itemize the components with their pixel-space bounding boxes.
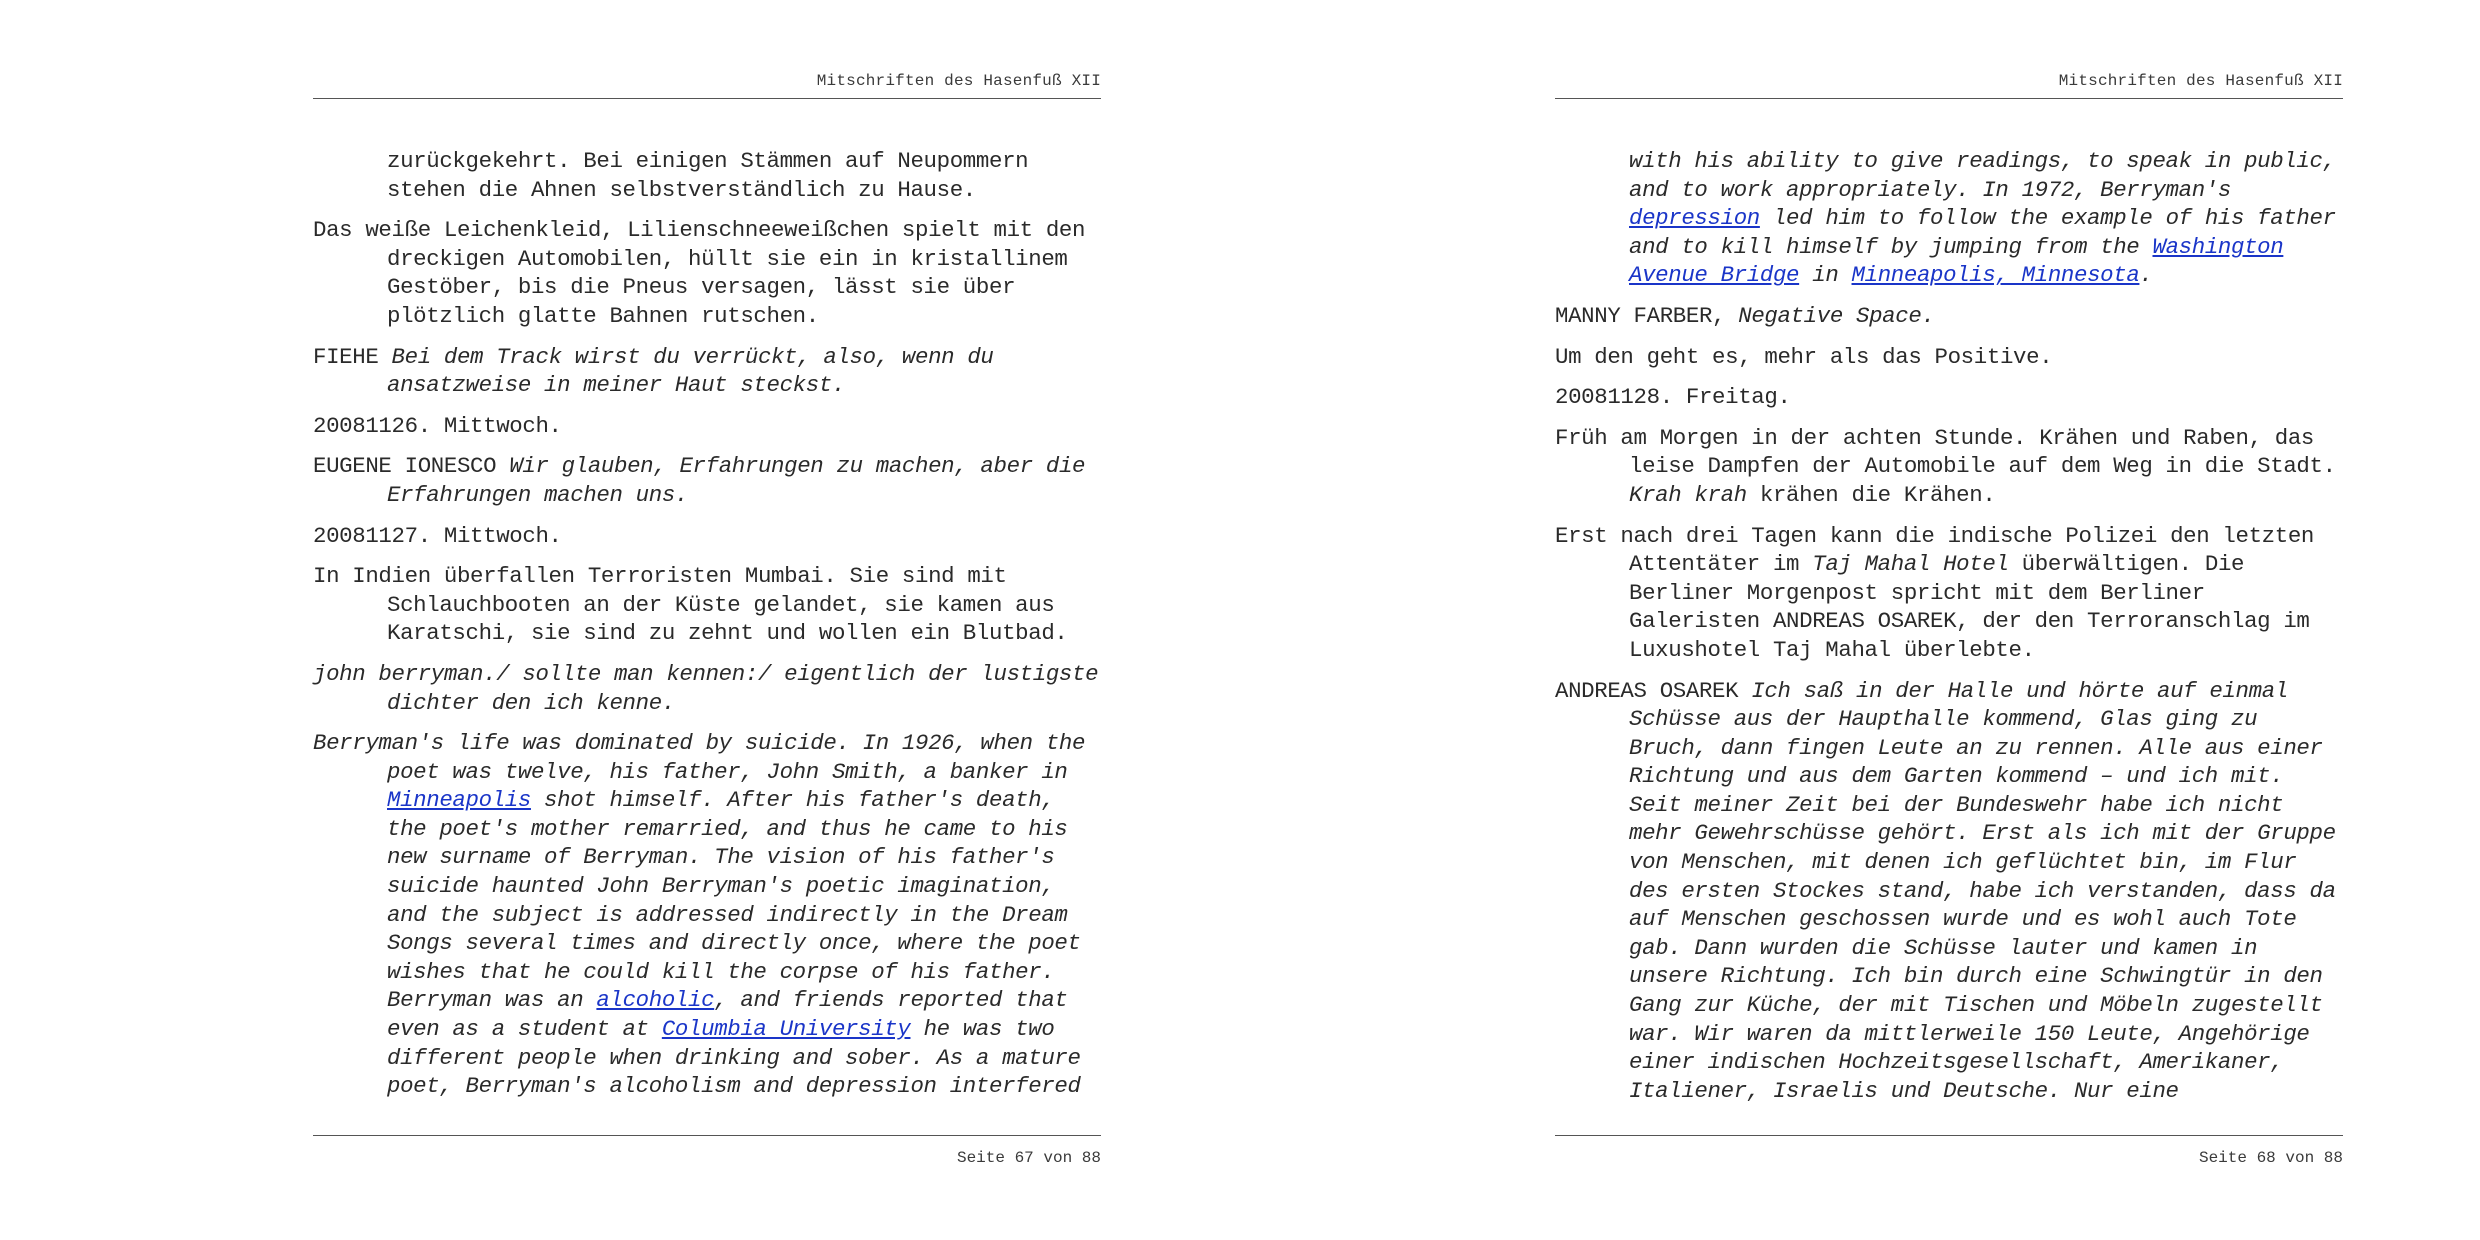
quote-paragraph (1555, 302, 2343, 331)
quote-paragraph (1555, 677, 2343, 1106)
text-run: . (2139, 262, 2153, 289)
quote-paragraph (313, 452, 1101, 509)
page-left (313, 0, 1101, 1240)
speaker-name: MANNY FARBER, (1555, 302, 1726, 329)
quote-text: Ich saß in der Halle und hörte auf einmal Schüsse aus der Haupthalle kommend, Glas ging zu Bruch, dann fingen Leute an zu rennen. Alle aus einer Richtung und aus dem Garten kommend – und ich mit. Seit meiner Zeit bei der Bundeswehr habe ich nicht mehr Gewehrschüsse gehört. Erst als ich mit der Gruppe von Menschen, mit denen ich geflüchtet bin, im Flur des ersten Stockes stand, habe ich verstanden, dass da auf Menschen geschossen wurde und es wohl auch Tote gab. Dann wurden die Schüsse lauter und kamen in unsere Richtung. Ich bin durch eine Schwingtür in den Gang zur Küche, der mit Tischen und Möbeln zugestellt war. Wir waren da mittlerweile 150 Leute, Angehörige einer indischen Hochzeitsgesellschaft, Amerikaner, Italiener, Israelis und Deutsche. Nur eine (1629, 677, 2336, 1104)
quote-text: Wir glauben, Erfahrungen zu machen, aber die Erfahrungen machen uns. (387, 453, 1086, 508)
paragraph: Das weiße Leichenkleid, Lilienschneeweißchen spielt mit den dreckigen Automobilen, hüllt sie ein in kristallinem Gestöber, bis die Pneus versagen, lässt sie über plötzlich glatte Bahnen rutschen. (313, 217, 1086, 329)
link-minneapolis[interactable]: Minneapolis (387, 787, 531, 814)
footer-rule (1555, 1135, 2343, 1136)
link-alcoholic[interactable]: alcoholic (596, 987, 715, 1014)
text-run: Erst nach drei Tagen kann die indische Polizei den letzten Attentäter im (1555, 522, 2315, 578)
running-header: Mitschriften des Hasenfuß XII (2058, 72, 2343, 90)
page-body (1555, 147, 2343, 1117)
header-rule (1555, 98, 2343, 99)
poem-fragment: john berryman./ sollte man kennen:/ eigentlich der lustigste dichter den ich kenne. (313, 660, 1099, 716)
text-run: , and friends reported that even as a student at (387, 987, 1068, 1043)
date-entry: 20081128. Freitag. (1555, 384, 1791, 411)
link-depression[interactable]: depression (1629, 205, 1760, 232)
quote-text: Bei dem Track wirst du verrückt, also, wenn du ansatzweise in meiner Haut steckst. (387, 343, 994, 399)
text-run: in (1812, 262, 1839, 289)
paragraph: Um den geht es, mehr als das Positive. (1555, 343, 2053, 370)
text-run: he was two different people when drinking and sober. As a mature poet, Berryman's alcoholism and depression interfered (387, 1016, 1081, 1100)
text-run: Früh am Morgen in der achten Stunde. Krähen und Raben, das leise Dampfen der Automobile auf dem Weg in die Stadt. (1555, 424, 2336, 480)
text-run-italic: Krah krah (1629, 481, 1747, 508)
text-run: led him to follow the example of his father and to kill himself by jumping from the (1629, 205, 2336, 260)
page-number: Seite 68 von 88 (2198, 1149, 2343, 1167)
date-entry: 20081126. Mittwoch. (313, 412, 562, 439)
quoted-biography (313, 729, 1101, 1101)
quote-paragraph (313, 343, 1101, 400)
paragraph: In Indien überfallen Terroristen Mumbai. Sie sind mit Schlauchbooten an der Küste gelandet, sie kamen aus Karatschi, sie sind zu zehnt und wollen ein Blutbad. (313, 563, 1068, 647)
text-run: überwältigen. Die Berliner Morgenpost spricht mit dem Berliner Galeristen ANDREAS OSAREK, der den Terroranschlag im Luxushotel Taj Mahal überlebte. (1629, 551, 2310, 663)
page-body (313, 147, 1101, 1113)
paragraph (1555, 424, 2343, 510)
text-run: krähen die Krähen. (1759, 481, 1996, 508)
text-run: with his ability to give readings, to speak in public, and to work appropriately. In 1972, Berryman's (1629, 148, 2336, 203)
paragraph (1555, 522, 2343, 665)
text-run-italic: Taj Mahal Hotel (1812, 551, 2009, 578)
running-header: Mitschriften des Hasenfuß XII (816, 72, 1101, 90)
page-right (1555, 0, 2343, 1240)
text-run: Berryman's life was dominated by suicide. In 1926, when the poet was twelve, his father, John Smith, a banker in (313, 730, 1086, 785)
speaker-name: FIEHE (313, 343, 379, 370)
speaker-name: ANDREAS OSAREK (1555, 677, 1739, 704)
header-rule (313, 98, 1101, 99)
page-number: Seite 67 von 88 (956, 1149, 1101, 1167)
text-run: shot himself. After his father's death, the poet's mother remarried, and thus he came to his new surname of Berryman. The vision of his father's suicide haunted John Berryman's poetic imagination, and the subject is addressed indirectly in the Dream Songs several times and directly once, where the poet wishes that he could kill the corpse of his father. Berryman was an (387, 787, 1081, 1014)
link-washington-avenue-bridge[interactable]: Washington Avenue Bridge (1629, 233, 2284, 289)
link-minneapolis-minnesota[interactable]: Minneapolis, Minnesota (1851, 262, 2140, 289)
footer-rule (313, 1135, 1101, 1136)
paragraph: zurückgekehrt. Bei einigen Stämmen auf Neupommern stehen die Ahnen selbstverständlich zu Hause. (387, 148, 1029, 203)
speaker-name: EUGENE IONESCO (313, 453, 497, 480)
quote-text: Negative Space. (1738, 302, 1935, 329)
link-columbia-university[interactable]: Columbia University (661, 1016, 911, 1043)
date-entry: 20081127. Mittwoch. (313, 522, 562, 549)
quoted-biography-continued (1555, 147, 2343, 290)
